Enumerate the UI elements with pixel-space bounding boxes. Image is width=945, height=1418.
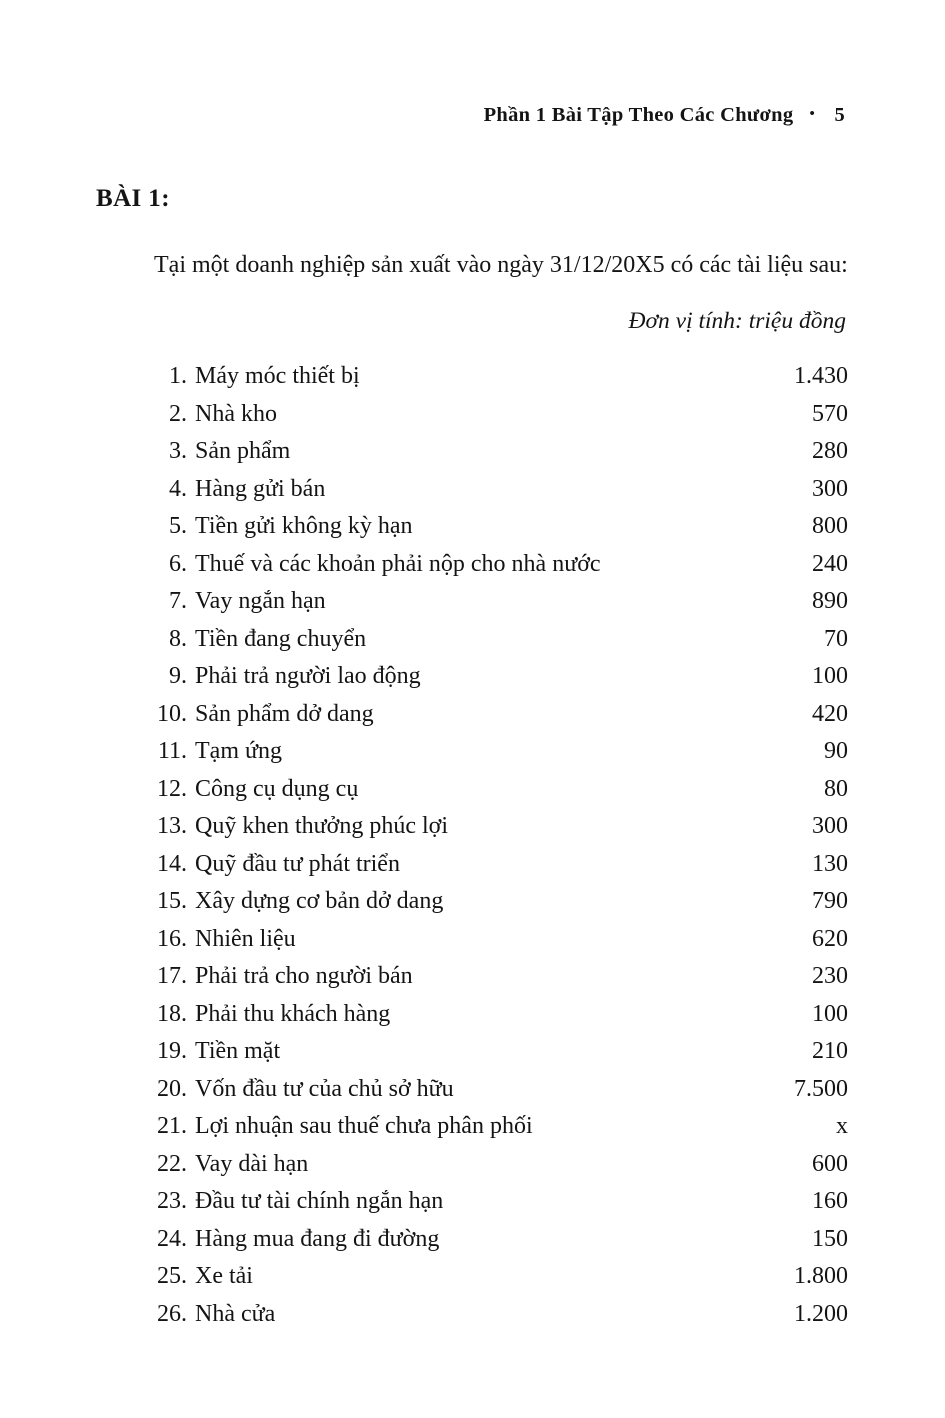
list-item	[96, 508, 848, 546]
list-item-number: 6.	[169, 550, 187, 577]
list-item-value: 150	[812, 1225, 848, 1252]
list-item-value: 1.800	[794, 1263, 848, 1289]
list-item-number: 3.	[169, 438, 187, 464]
list-item	[96, 996, 848, 1034]
list-item	[96, 546, 848, 584]
list-item-number: 13.	[157, 813, 187, 839]
list-item-label: Quỹ khen thưởng phúc lợi	[195, 813, 449, 839]
list-item-label: Tiền gửi không kỳ hạn	[195, 513, 413, 539]
list-item-value: 1.430	[794, 363, 848, 389]
list-item	[96, 1146, 848, 1184]
list-item-value: 790	[812, 888, 848, 914]
list-item-number: 23.	[157, 1188, 187, 1214]
list-item-value: 280	[812, 438, 848, 464]
list-item-value: 620	[812, 925, 848, 952]
list-item-label: Công cụ dụng cụ	[195, 775, 359, 802]
list-item	[96, 433, 848, 471]
list-item-number: 15.	[157, 888, 187, 914]
list-item	[96, 358, 848, 396]
list-item-label: Đầu tư tài chính ngắn hạn	[195, 1188, 444, 1214]
page-number: 5	[834, 104, 845, 126]
list-item-number: 2.	[169, 400, 187, 427]
list-item	[96, 1221, 848, 1259]
list-item-number: 20.	[157, 1075, 187, 1102]
list-item-number: 10.	[157, 700, 187, 727]
list-item-label: Vốn đầu tư của chủ sở hữu	[195, 1075, 454, 1102]
list-item-number: 19.	[157, 1038, 187, 1064]
list-item-label: Tiền đang chuyển	[195, 625, 367, 652]
list-item-number: 24.	[157, 1225, 187, 1252]
list-item-number: 22.	[157, 1150, 187, 1177]
list-item	[96, 1108, 848, 1146]
list-item-label: Xe tải	[195, 1263, 253, 1289]
list-item	[96, 658, 848, 696]
list-item-number: 11.	[157, 738, 187, 764]
list-item	[96, 583, 848, 621]
list-item-number: 16.	[157, 925, 187, 952]
list-item-label: Phải trả người lao động	[195, 663, 421, 689]
list-item-number: 26.	[157, 1300, 187, 1327]
list-item-number: 8.	[169, 625, 187, 652]
list-item-number: 17.	[157, 963, 187, 989]
list-item	[96, 1071, 848, 1109]
list-item-value: 100	[812, 1000, 848, 1027]
list-item-value: 7.500	[794, 1075, 848, 1102]
list-item	[96, 696, 848, 734]
list-item-value: 80	[824, 775, 848, 802]
list-item-label: Vay ngắn hạn	[195, 588, 326, 614]
bullet-separator-icon: •	[809, 106, 815, 122]
running-header-title: Phần 1 Bài Tập Theo Các Chương	[483, 104, 794, 126]
list-item-number: 4.	[169, 475, 187, 502]
list-item-value: 300	[812, 813, 848, 839]
list-item-label: Nhiên liệu	[195, 925, 296, 952]
list-item-value: 230	[812, 963, 848, 989]
list-item-label: Xây dựng cơ bản dở dang	[195, 888, 444, 914]
list-item-label: Phải thu khách hàng	[195, 1000, 391, 1027]
list-item-label: Sản phẩm dở dang	[195, 700, 374, 727]
list-item-value: 300	[812, 475, 848, 502]
list-item	[96, 883, 848, 921]
list-item-label: Nhà kho	[195, 400, 277, 427]
list-item-value: 890	[812, 588, 848, 614]
list-item-label: Tạm ứng	[195, 738, 282, 764]
list-item-number: 18.	[157, 1000, 187, 1027]
list-item-value: 240	[812, 550, 848, 577]
list-item-value: 90	[824, 738, 848, 764]
list-item	[96, 808, 848, 846]
list-item-value: x	[836, 1113, 848, 1139]
list-item-value: 1.200	[794, 1300, 848, 1327]
list-item-value: 210	[812, 1038, 848, 1064]
list-item	[96, 771, 848, 809]
list-item-label: Hàng gửi bán	[195, 475, 326, 502]
list-item-number: 25.	[157, 1263, 187, 1289]
list-item-label: Phải trả cho người bán	[195, 963, 413, 989]
list-item-value: 70	[824, 625, 848, 652]
list-item-number: 7.	[169, 588, 187, 614]
list-item	[96, 958, 848, 996]
account-item-list	[96, 358, 848, 1333]
list-item-value: 420	[812, 700, 848, 727]
list-item	[96, 846, 848, 884]
list-item-value: 100	[812, 663, 848, 689]
list-item-number: 5.	[169, 513, 187, 539]
list-item	[96, 396, 848, 434]
list-item-number: 9.	[169, 663, 187, 689]
list-item-value: 130	[812, 850, 848, 877]
list-item-value: 800	[812, 513, 848, 539]
list-item-number: 14.	[157, 850, 187, 877]
running-header	[96, 104, 845, 132]
list-item-label: Thuế và các khoản phải nộp cho nhà nước	[195, 550, 601, 577]
page-title: BÀI 1:	[96, 184, 170, 212]
list-item	[96, 471, 848, 509]
list-item-label: Lợi nhuận sau thuế chưa phân phối	[195, 1113, 533, 1139]
list-item-label: Máy móc thiết bị	[195, 363, 360, 389]
list-item-number: 21.	[157, 1113, 187, 1139]
list-item-value: 570	[812, 400, 848, 427]
list-item	[96, 733, 848, 771]
list-item	[96, 1033, 848, 1071]
list-item-number: 12.	[157, 775, 187, 802]
list-item-label: Hàng mua đang đi đường	[195, 1225, 440, 1252]
list-item	[96, 1296, 848, 1334]
list-item	[96, 1258, 848, 1296]
list-item	[96, 921, 848, 959]
list-item	[96, 1183, 848, 1221]
list-item	[96, 621, 848, 659]
intro-paragraph: Tại một doanh nghiệp sản xuất vào ngày 31/12/20X5 có các tài liệu sau:	[154, 252, 848, 278]
unit-note: Đơn vị tính: triệu đồng	[628, 308, 846, 334]
list-item-label: Nhà cửa	[195, 1300, 276, 1327]
list-item-value: 160	[812, 1188, 848, 1214]
list-item-label: Tiền mặt	[195, 1038, 281, 1064]
list-item-label: Sản phẩm	[195, 438, 291, 464]
list-item-number: 1.	[169, 363, 187, 389]
list-item-label: Vay dài hạn	[195, 1150, 309, 1177]
list-item-label: Quỹ đầu tư phát triển	[195, 850, 400, 877]
list-item-value: 600	[812, 1150, 848, 1177]
